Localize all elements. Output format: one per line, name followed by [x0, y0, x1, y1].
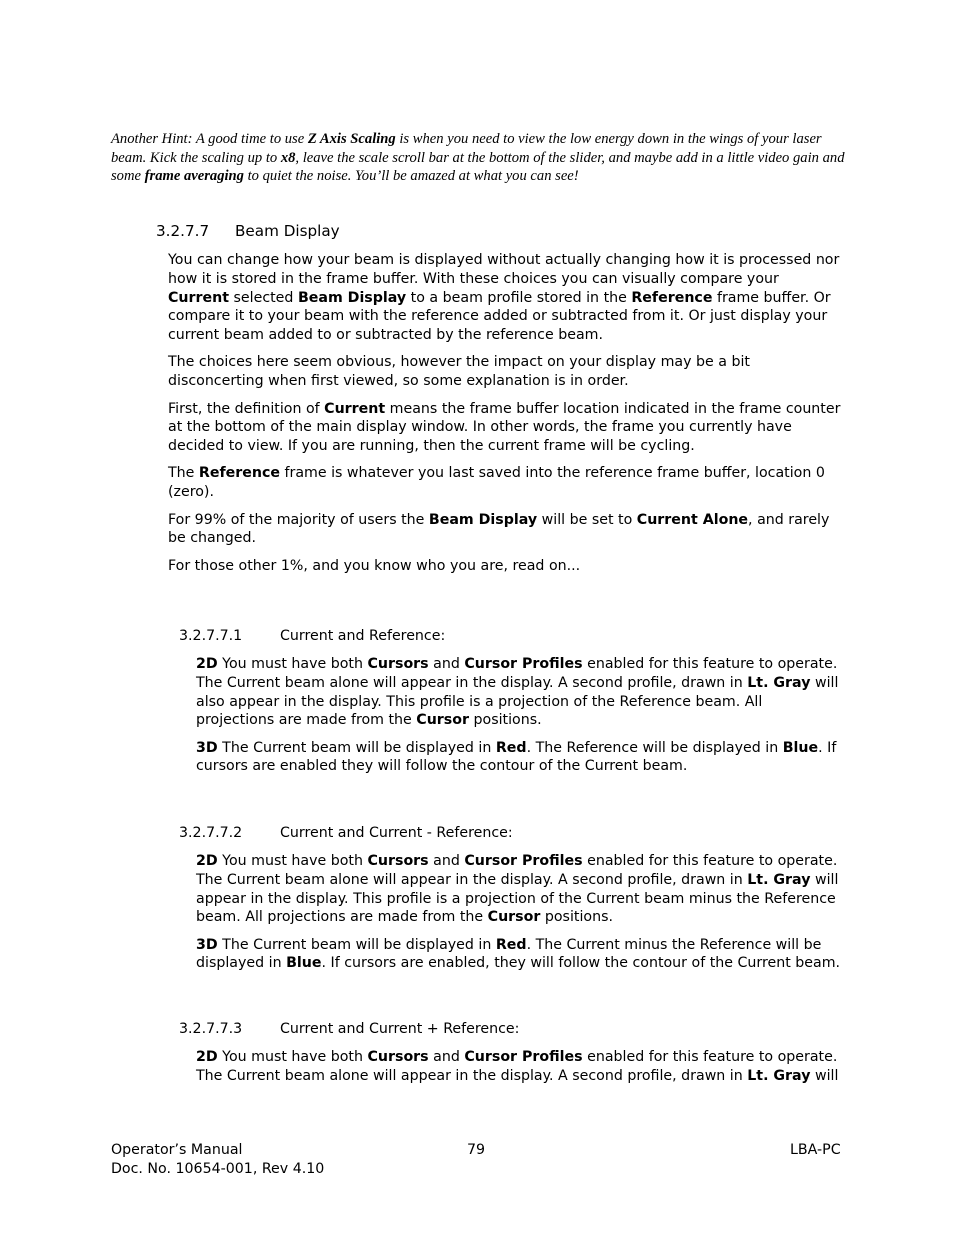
text: enabled for this feature to operate. The Current beam alone will appear in the display. A second profile, drawn in [196, 656, 838, 691]
bold-term: Cursor Profiles [464, 1049, 583, 1065]
bold-term: Reference [198, 465, 280, 482]
subsection-body [196, 1048, 844, 1094]
text: and [428, 853, 465, 869]
text: will appear in the display. This profile is a projection of the Current beam minus the Reference beam. All projections are made from the [196, 871, 839, 926]
bold-term: 2D [196, 656, 218, 672]
text: enabled for this feature to operate. The Current beam alone will appear in the display. A second profile, drawn in [196, 1049, 838, 1084]
section-title: Beam Display [235, 222, 340, 240]
bold-term: Current Alone [636, 511, 749, 528]
text: . The Current minus the Reference will be displayed in [196, 936, 822, 972]
paragraph: The choices here seem obvious, however the impact on your display may be a bit disconcerting when first viewed, so some explanation is in order. [168, 354, 750, 390]
text: frame is whatever you last saved into the reference frame buffer, location 0 (zero). [168, 465, 825, 501]
text: . The Reference will be displayed in [526, 739, 783, 756]
subsection-heading [179, 1019, 519, 1039]
bold-term: Lt. Gray [747, 871, 811, 888]
page-number: 79 [467, 1142, 486, 1158]
text: , and rarely be changed. [168, 511, 830, 547]
hint-text: Another Hint: A good time to use [111, 131, 308, 147]
text: and [428, 656, 465, 672]
bold-term: Blue [286, 955, 322, 972]
subsection-number: 3.2.7.7.1 [179, 628, 243, 644]
text: The Current beam will be displayed in [217, 739, 496, 756]
text: The Current beam will be displayed in [217, 936, 496, 953]
paragraph-2d [196, 655, 844, 730]
bold-term: Red [495, 739, 527, 756]
text: will also appear in the display. This profile is a projection of the Reference beam. All projections are made from the [196, 674, 839, 729]
bold-term: Lt. Gray [747, 1067, 811, 1084]
subsection-body [196, 852, 844, 982]
subsection-number: 3.2.7.7.2 [179, 825, 243, 841]
paragraph: For those other 1%, and you know who you are, read on... [168, 557, 581, 574]
subsection-title: Current and Current + Reference: [280, 1021, 520, 1037]
bold-term: Current [324, 400, 386, 417]
text: enabled for this feature to operate. The Current beam alone will appear in the display. A second profile, drawn in [196, 853, 838, 888]
hint-bold-frame-averaging: frame averaging [144, 168, 244, 184]
section-number: 3.2.7.7 [156, 222, 210, 240]
hint-text: is when you need to view the low energy down in the wings of your laser beam. Kick the scaling up to [111, 131, 822, 166]
bold-term: Beam Display [297, 289, 407, 306]
paragraph-3d [196, 739, 844, 777]
bold-term: Current [168, 289, 230, 306]
section-heading [156, 221, 340, 241]
text: and [428, 1049, 465, 1065]
section-body [168, 251, 844, 584]
text: The [168, 465, 199, 482]
text: For 99% of the majority of users the [168, 511, 429, 528]
paragraph [168, 464, 844, 502]
text: means the frame buffer location indicated in the frame counter at the bottom of the main display window. In other words, the frame you currently have decided to view. If you are running, then the current frame will be cycling. [168, 400, 841, 455]
hint-bold-z-axis-scaling: Z Axis Scaling [307, 131, 396, 147]
subsection-title: Current and Current - Reference: [280, 825, 513, 841]
text: selected [229, 289, 298, 306]
subsection-number: 3.2.7.7.3 [179, 1021, 243, 1037]
text: You can change how your beam is displayed without actually changing how it is processed nor how it is stored in the frame buffer. With these choices you can visually compare your [168, 252, 840, 287]
paragraph [168, 251, 844, 345]
hint-bold-x8: x8 [280, 149, 296, 166]
bold-term: Cursors [367, 853, 429, 869]
paragraph [168, 511, 844, 549]
bold-term: Reference [631, 289, 713, 306]
paragraph [168, 400, 844, 456]
text: positions. [540, 909, 613, 926]
hint-text: , leave the scale scroll bar at the bottom of the slider, and maybe add in a little video gain and some [111, 149, 845, 184]
bold-term: 2D [196, 1049, 218, 1065]
text: You must have both [217, 853, 368, 869]
text: . If cursors are enabled they will follow the contour of the Current beam. [196, 739, 837, 775]
bold-term: 2D [196, 853, 218, 869]
text: positions. [469, 712, 542, 729]
bold-term: Beam Display [428, 511, 538, 528]
text: You must have both [217, 656, 368, 672]
text: to a beam profile stored in the [406, 289, 632, 306]
paragraph-2d [196, 1048, 844, 1086]
text: First, the definition of [168, 400, 325, 417]
bold-term: 3D [196, 936, 218, 953]
bold-term: Cursor Profiles [464, 656, 583, 672]
bold-term: Red [495, 936, 527, 953]
text: You must have both [217, 1049, 368, 1065]
bold-term: Blue [782, 739, 819, 756]
footer-product: LBA-PC [790, 1142, 841, 1158]
paragraph-2d [196, 852, 844, 927]
text: will [810, 1067, 839, 1084]
hint-paragraph [111, 130, 851, 186]
footer-left [111, 1141, 324, 1179]
bold-term: Cursor [416, 712, 469, 729]
text: . If cursors are enabled, they will follow the contour of the Current beam. [321, 955, 841, 972]
text: will be set to [537, 511, 637, 528]
subsection-body [196, 655, 844, 785]
subsection-title: Current and Reference: [280, 628, 446, 644]
hint-text: to quiet the noise. You’ll be amazed at what you can see! [243, 168, 579, 184]
subsection-heading [179, 823, 513, 843]
paragraph-3d [196, 936, 844, 974]
footer-manual-title: Operator’s Manual [111, 1142, 243, 1158]
bold-term: Cursor [487, 909, 541, 926]
text: frame buffer. Or compare it to your beam with the reference added or subtracted from it. Or just display your current beam added to or subtracted by the reference beam. [168, 289, 831, 344]
footer-doc-number: Doc. No. 10654-001, Rev 4.10 [111, 1161, 325, 1177]
subsection-heading [179, 626, 445, 646]
bold-term: Cursor Profiles [464, 853, 583, 869]
bold-term: Cursors [367, 1049, 429, 1065]
bold-term: 3D [196, 739, 218, 756]
bold-term: Lt. Gray [747, 674, 811, 691]
bold-term: Cursors [367, 656, 429, 672]
